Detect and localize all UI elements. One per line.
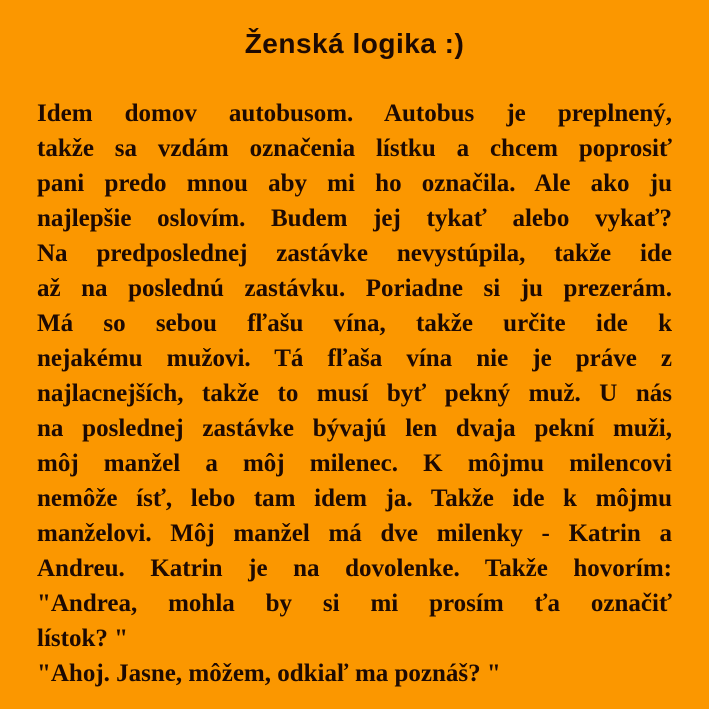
body-line: Má so sebou fľašu vína, takže určite ide k	[37, 310, 672, 337]
meme-body-text	[37, 96, 672, 691]
body-line: na poslednej zastávke bývajú len dvaja pekní muži,	[37, 415, 672, 442]
body-line: Andreu. Katrin je na dovolenke. Takže hovorím:	[37, 555, 672, 582]
body-line: nejakému mužovi. Tá fľaša vína nie je práve z	[37, 345, 672, 372]
page-title: Ženská logika :)	[244, 28, 465, 59]
body-line: manželovi. Môj manžel má dve milenky - Katrin a	[37, 520, 672, 547]
body-line: najlacnejších, takže to musí byť pekný muž. U nás	[37, 380, 672, 407]
body-line: takže sa vzdám označenia lístku a chcem poprosiť	[37, 135, 672, 162]
body-line: Idem domov autobusom. Autobus je preplnený,	[37, 100, 672, 127]
body-line: môj manžel a môj milenec. K môjmu milencovi	[37, 450, 672, 477]
body-line: až na poslednú zastávku. Poriadne si ju prezerám.	[37, 275, 672, 302]
body-line: nemôže ísť, lebo tam idem ja. Takže ide k môjmu	[37, 485, 672, 512]
body-line: najlepšie oslovím. Budem jej tykať alebo vykať?	[37, 205, 672, 232]
body-line-reply: "Ahoj. Jasne, môžem, odkiaľ ma poznáš? "	[37, 660, 501, 687]
body-line-quote-end: lístok? "	[37, 625, 128, 652]
body-line: pani predo mnou aby mi ho označila. Ale ako ju	[37, 170, 672, 197]
body-line-quote-start: "Andrea, mohla by si mi prosím ťa označiť	[37, 590, 672, 617]
body-line: Na predposlednej zastávke nevystúpila, takže ide	[37, 240, 672, 267]
